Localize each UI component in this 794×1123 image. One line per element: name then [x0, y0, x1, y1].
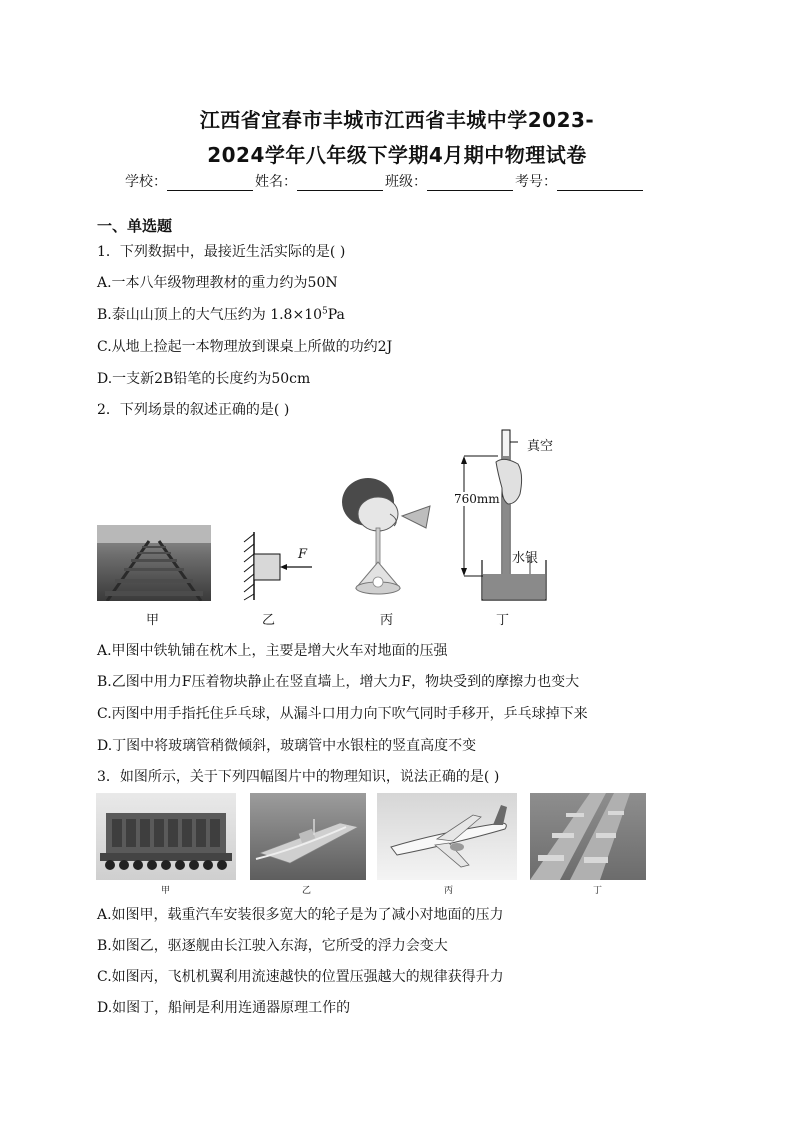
- airplane-photo: [377, 793, 517, 880]
- question-3-option-d: D.如图丁，船闸是利用连通器原理工作的: [97, 1000, 351, 1016]
- section-heading: 一、单选题: [97, 217, 173, 235]
- school-label: 学校：: [125, 174, 167, 190]
- question-3-option-a: A.如图甲，载重汽车安装很多宽大的轮子是为了减小对地面的压力: [97, 907, 504, 923]
- exam-title-line-1: 江西省宜春市丰城市江西省丰城中学2023-: [199, 108, 595, 132]
- heavy-truck-photo: [96, 793, 236, 880]
- destroyer-ship-photo: [250, 793, 366, 880]
- question-1-option-c: C.从地上捡起一本物理放到课桌上所做的功约2J: [97, 339, 393, 355]
- figure-label-bing: 丙: [380, 613, 394, 628]
- option-b-unit: Pa: [327, 307, 345, 323]
- name-label: 姓名：: [255, 174, 297, 190]
- figure-label-jia: 甲: [146, 613, 160, 628]
- class-blank[interactable]: [427, 176, 513, 191]
- ship-lock-photo: [530, 793, 646, 880]
- photo-label-bing: 丙: [444, 886, 454, 896]
- height-760mm-label: 760mm: [454, 492, 500, 506]
- question-2-option-b: B.乙图中用力F压着物块静止在竖直墙上，增大力F，物块受到的摩擦力也变大: [97, 674, 580, 690]
- name-blank[interactable]: [297, 176, 383, 191]
- question-3-stem: 3．如图所示，关于下列四幅图片中的物理知识，说法正确的是( ): [97, 769, 500, 785]
- exam-number-label: 考号：: [515, 174, 557, 190]
- question-2-option-a: A.甲图中铁轨铺在枕木上，主要是增大火车对地面的压强: [97, 643, 448, 659]
- question-2-option-c: C.丙图中用手指托住乒乓球，从漏斗口用力向下吹气同时手移开，乒乓球掉下来: [97, 706, 588, 722]
- question-2-stem: 2．下列场景的叙述正确的是( ): [97, 402, 290, 418]
- funnel-blowing-ball-illustration: [330, 470, 440, 602]
- photo-label-jia: 甲: [161, 886, 171, 896]
- class-label: 班级：: [385, 174, 427, 190]
- figure-label-yi: 乙: [262, 613, 276, 628]
- photo-label-yi: 乙: [302, 886, 312, 896]
- exam-title-line-2: 2024学年八年级下学期4月期中物理试卷: [207, 143, 587, 167]
- option-b-number: 1.8×10: [270, 307, 323, 323]
- option-b-text: B.泰山山顶上的大气压约为: [97, 307, 266, 323]
- option-b-exponent: 5: [322, 306, 328, 317]
- question-3-option-c: C.如图丙，飞机机翼利用流速越快的位置压强越大的规律获得升力: [97, 969, 504, 985]
- vacuum-label: 真空: [527, 439, 554, 454]
- photo-label-ding: 丁: [593, 886, 603, 896]
- mercury-label: 水银: [512, 551, 539, 566]
- question-1-option-d: D.一支新2B铅笔的长度约为50cm: [97, 371, 311, 387]
- question-1-stem: 1．下列数据中，最接近生活实际的是( ): [97, 244, 346, 260]
- school-blank[interactable]: [167, 176, 253, 191]
- force-label: F: [298, 547, 308, 562]
- student-info-row: [125, 171, 685, 191]
- question-2-option-d: D.丁图中将玻璃管稍微倾斜，玻璃管中水银柱的竖直高度不变: [97, 738, 477, 754]
- railway-track-photo: [97, 525, 211, 601]
- question-3-option-b: B.如图乙，驱逐舰由长江驶入东海，它所受的浮力会变大: [97, 938, 448, 954]
- question-1-option-a: A.一本八年级物理教材的重力约为50N: [97, 275, 338, 291]
- question-1-option-b: [97, 304, 345, 324]
- figure-label-ding: 丁: [496, 613, 510, 628]
- mercury-barometer-diagram: [442, 428, 562, 604]
- exam-number-blank[interactable]: [557, 176, 643, 191]
- block-on-wall-diagram: [240, 530, 320, 602]
